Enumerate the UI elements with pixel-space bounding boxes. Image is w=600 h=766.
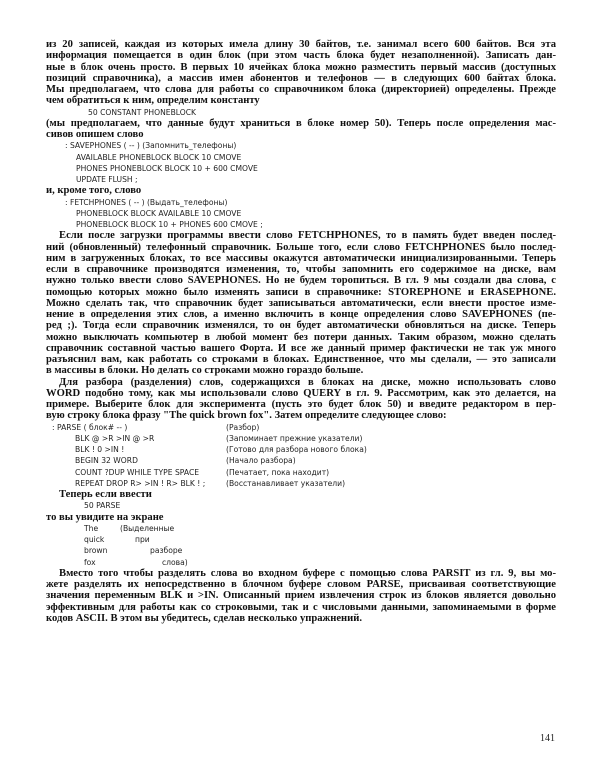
paragraph <box>46 512 556 523</box>
text-line: Теперь если ввести <box>59 489 152 500</box>
text-line: из 20 записей, каждая из которых имела длину 30 байтов, т.е. занимал всего 600 байтов. Вся эта <box>46 39 556 50</box>
text-line: то вы увидите на экране <box>46 511 164 523</box>
code-line <box>46 467 556 478</box>
text-line: (мы предполагаем, что данные будут храниться в блоке номер 50). Теперь после определения мас- <box>46 117 556 129</box>
text-line: и, кроме того, слово <box>46 185 142 197</box>
text-line: эффективным для работы как со строковыми, так и с числовыми данными, запоминаемыми в форме <box>46 601 556 613</box>
code-text: BLK ! 0 >IN ! <box>75 445 125 454</box>
text-line: если в справочнике производятся изменения, то, чтобы запомнить его содержимое на диске, вам <box>46 264 556 275</box>
code-line <box>46 140 556 151</box>
code-text: PHONEBLOCK BLOCK 10 + PHONES 600 CMOVE ; <box>76 220 263 229</box>
code-text: BLK @ >R >IN @ >R <box>75 433 155 443</box>
code-text: UPDATE FLUSH ; <box>76 175 138 184</box>
code-text: 50 CONSTANT PHONEBLOCK <box>88 107 197 117</box>
code-line <box>46 219 556 230</box>
code-comment: (Выделенные <box>120 523 175 533</box>
code-line <box>46 455 556 466</box>
text-line: ные в блок очень просто. В первых 10 ячейках блока можно разместить первый массив (доступных <box>46 61 556 73</box>
code-listing <box>46 107 556 118</box>
code-listing <box>46 523 556 568</box>
text-line: в массивы в блоки. Но делать со строками можно гораздо больше. <box>46 365 364 377</box>
text-line: кодов ASCII. В этом вы убедитесь, сделав несколько упражнений. <box>46 612 363 624</box>
text-line: Мы предполагаем, что слова для работы со справочником блока (директорией) определены. Прежде <box>46 84 556 95</box>
code-comment: (Запоминает прежние указатели) <box>226 433 363 443</box>
text-line: справочник составной частью вашего Форта. И все же данный пример фактически не так уж много <box>46 342 556 354</box>
code-line <box>46 523 556 534</box>
code-line <box>46 557 556 568</box>
paragraph <box>46 230 556 376</box>
page-body <box>46 39 556 624</box>
text-line: вую строку блока фразу "The quick brown fox". Затем определите следующее слово: <box>46 410 447 422</box>
text-line: ним в загруженных блоках, то все массивы окажутся автоматически инициализированными. Теперь <box>46 252 556 264</box>
text-line: помощью которых можно было изменять записи в справочнике: STOREPHONE и ERASEPHONE. <box>46 286 556 298</box>
code-listing <box>46 197 556 231</box>
code-text: The <box>84 523 99 533</box>
text-line: чем обратиться к ним, определим константу <box>46 95 260 107</box>
text-line: WORD подобно тому, как мы использовали слово QUERY в гл. 9. Рассмотрим, как это делается, на <box>46 387 556 399</box>
paragraph <box>46 568 556 624</box>
text-line: ред ;). Тогда если справочник изменялся, то он будет автоматически обновляться на диске. Теперь <box>46 320 556 332</box>
code-line <box>46 197 556 208</box>
paragraph <box>46 39 556 107</box>
code-listing <box>46 140 556 185</box>
text-line: нение в определения этих слов, а именно включить в конце определения слово SAVEPHONES (пе- <box>46 309 556 320</box>
code-comment: разборе <box>150 546 183 556</box>
code-text: quick <box>84 535 105 544</box>
code-listing <box>46 422 556 490</box>
code-line <box>46 152 556 163</box>
text-line: нужно только ввести слово SAVEPHONES. Но не будем торопиться. В гл. 9 мы создали два слова, с <box>46 275 556 287</box>
code-line <box>46 433 556 444</box>
code-line <box>46 545 556 556</box>
code-comment: при <box>135 535 150 544</box>
code-line <box>46 163 556 174</box>
text-line: информация помещается в один блок (при этом часть блока будет незаполненной). Записать дан- <box>46 50 556 62</box>
code-text: PHONES PHONEBLOCK BLOCK 10 + 600 CMOVE <box>76 163 258 173</box>
code-comment: (Готово для разбора нового блока) <box>226 445 367 454</box>
text-line: ний (обновленный) телефонный справочник. Больше того, если слово FETCHPHONES было послед- <box>46 241 556 253</box>
code-text: AVAILABLE PHONEBLOCK BLOCK 10 CMOVE <box>76 152 242 162</box>
code-line <box>46 107 556 118</box>
code-text: : FETCHPHONES ( -- ) (Выдать_телефоны) <box>65 197 228 207</box>
code-line <box>46 534 556 545</box>
code-line <box>46 444 556 455</box>
code-text: COUNT ?DUP WHILE TYPE SPACE <box>75 467 200 477</box>
paragraph <box>46 489 556 500</box>
code-text: : SAVEPHONES ( -- ) (Запомнить_телефоны) <box>65 141 237 151</box>
text-line: сивов опишем слово <box>46 129 144 140</box>
text-line: Можно сделать так, что справочник будет записываться автоматически, если внести простое изме- <box>46 297 556 309</box>
text-line: жете разделять их непосредственно в блочном буфере словом PARSE, присваивая соответствующие <box>46 579 556 590</box>
text-line: примере. Выберите блок для эксперимента (пусть это будет блок 50) и введите редактором в пер- <box>46 399 556 410</box>
code-text: PHONEBLOCK BLOCK AVAILABLE 10 CMOVE <box>76 208 242 218</box>
code-comment: (Восстанавливает указатели) <box>226 478 346 488</box>
code-line <box>46 478 556 489</box>
text-line: позиций справочника), а массив имен абонентов и телефонов — в следующих 600 байтах блока. <box>46 72 556 84</box>
paragraph <box>46 118 556 141</box>
code-line <box>46 422 556 433</box>
code-listing <box>46 500 556 511</box>
code-comment: (Разбор) <box>226 422 260 432</box>
code-text: 50 PARSE <box>84 501 121 511</box>
code-text: REPEAT DROP R> >IN ! R> BLK ! ; <box>75 478 206 488</box>
code-comment: слова) <box>162 557 188 567</box>
text-line: разъяснил вам, как работать со строками в блоках. Единственное, что мы сделали, — это записали <box>46 354 556 365</box>
paragraph <box>46 377 556 422</box>
text-line: Вместо того чтобы разделять слова во входном буфере с помощью слова PARSIT из гл. 9, вы мо- <box>59 567 556 579</box>
text-line: Если после загрузки программы ввести слово FETCHPHONES, то в память будет введен послед- <box>59 230 556 242</box>
code-text: BEGIN 32 WORD <box>75 456 138 466</box>
text-line: значения переменным BLK и >IN. Описанный прием извлечения строк из блоков является довольно <box>46 590 556 602</box>
code-text: brown <box>84 546 108 556</box>
code-comment: (Печатает, пока находит) <box>226 467 330 477</box>
page-number: 141 <box>540 733 555 744</box>
code-line <box>46 208 556 219</box>
code-text: : PARSE ( блок# -- ) <box>52 422 128 432</box>
code-line <box>46 174 556 185</box>
text-line: можно выключать компьютер в любой момент без потери данных. Таким образом, можно сделать <box>46 331 556 343</box>
text-line: Для разбора (разделения) слов, содержащихся в блоках на диске, можно использовать слово <box>59 376 556 388</box>
code-line <box>46 500 556 511</box>
code-comment: (Начало разбора) <box>226 456 296 466</box>
code-text: fox <box>84 557 96 567</box>
paragraph <box>46 185 556 196</box>
